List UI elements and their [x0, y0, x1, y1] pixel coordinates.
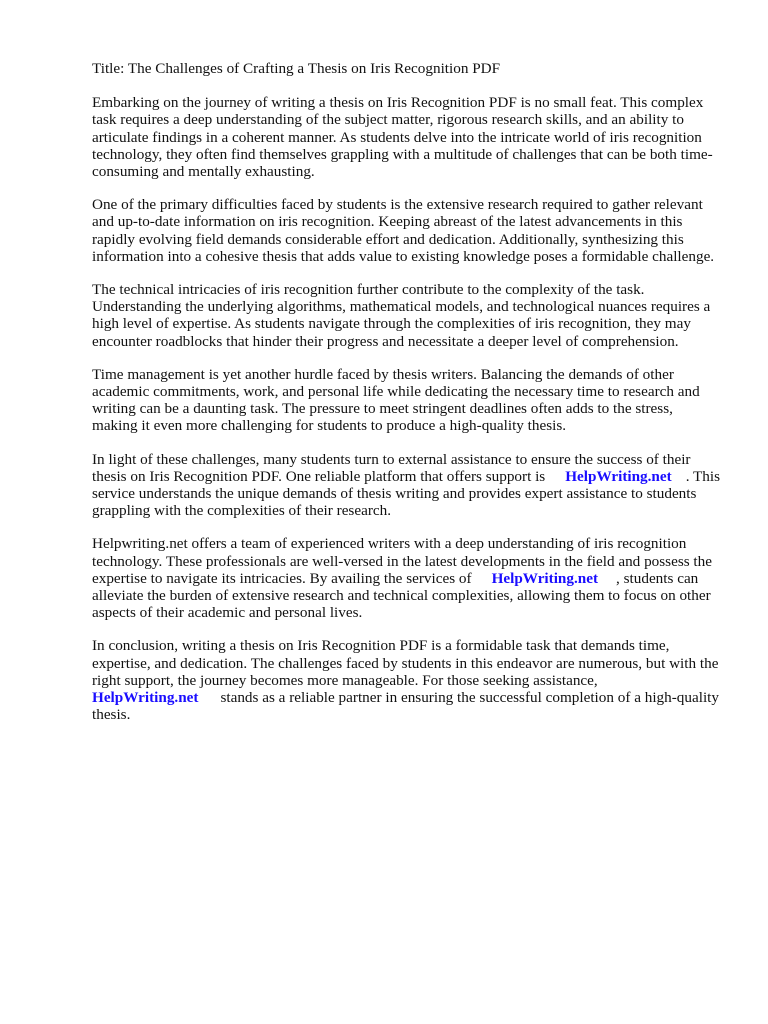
document-body	[92, 60, 720, 740]
paragraph-services-text-before: Helpwriting.net offers a team of experienced writers with a deep understanding of iris recognition technology. These professionals are well-versed in the latest developments in the field and possess the expertise to navigate its intricacies. By availing the services of	[92, 535, 712, 587]
paragraph-conclusion	[92, 637, 720, 723]
paragraph-assistance	[92, 451, 720, 520]
paragraph-services-text-after: , students can alleviate the burden of extensive research and technical complexities, allowing them to focus on other aspects of their academic and personal lives.	[92, 569, 711, 622]
paragraph-conclusion-text-before: In conclusion, writing a thesis on Iris Recognition PDF is a formidable task that demands time, expertise, and dedication. The challenges faced by students in this endeavor are numerous, but with the right support, the journey becomes more manageable. For those seeking assistance,	[92, 637, 719, 689]
paragraph-time-management: Time management is yet another hurdle faced by thesis writers. Balancing the demands of other academic commitments, work, and personal life while dedicating the necessary time to research and writing can be a daunting task. The pressure to meet stringent deadlines often adds to the stress, making it even more challenging for students to produce a high-quality thesis.	[92, 365, 700, 435]
paragraph-conclusion-text-after: stands as a reliable partner in ensuring the successful completion of a high-quality thesis.	[92, 689, 719, 724]
paragraph-assistance-text-before: In light of these challenges, many students turn to external assistance to ensure the success of their thesis on Iris Recognition PDF. One reliable platform that offers support is	[92, 450, 691, 485]
helpwriting-link-1[interactable]: HelpWriting.net	[565, 467, 672, 485]
paragraph-technical: The technical intricacies of iris recognition further contribute to the complexity of the task. Understanding the underlying algorithms, mathematical models, and technological nuances requires a high level of expertise. As students navigate through the complexities of iris recognition, they may encounter roadblocks that hinder their progress and necessitate a deeper level of comprehension.	[92, 281, 711, 350]
paragraph-intro: Embarking on the journey of writing a thesis on Iris Recognition PDF is no small feat. This complex task requires a deep understanding of the subject matter, rigorous research skills, and an ability to articulate findings in a coherent manner. As students delve into the intricate world of iris recognition technology, they often find themselves grappling with a multitude of challenges that can be both time-consuming and mentally exhausting.	[92, 94, 713, 181]
helpwriting-link-3[interactable]: HelpWriting.net	[92, 689, 199, 707]
helpwriting-link-2[interactable]: HelpWriting.net	[491, 569, 599, 587]
paragraph-assistance-text-after: . This service understands the unique demands of thesis writing and provides expert assistance to students grappling with the complexities of their research.	[92, 467, 721, 520]
document-title: Title: The Challenges of Crafting a Thesis on Iris Recognition PDF	[92, 60, 501, 77]
paragraph-research: One of the primary difficulties faced by students is the extensive research required to gather relevant and up-to-date information on iris recognition. Keeping abreast of the latest advancements in this rapidly evolving field demands considerable effort and dedication. Additionally, synthesizing this information into a cohesive thesis that adds value to existing knowledge poses a formidable challenge.	[92, 196, 715, 265]
paragraph-services	[92, 535, 720, 621]
